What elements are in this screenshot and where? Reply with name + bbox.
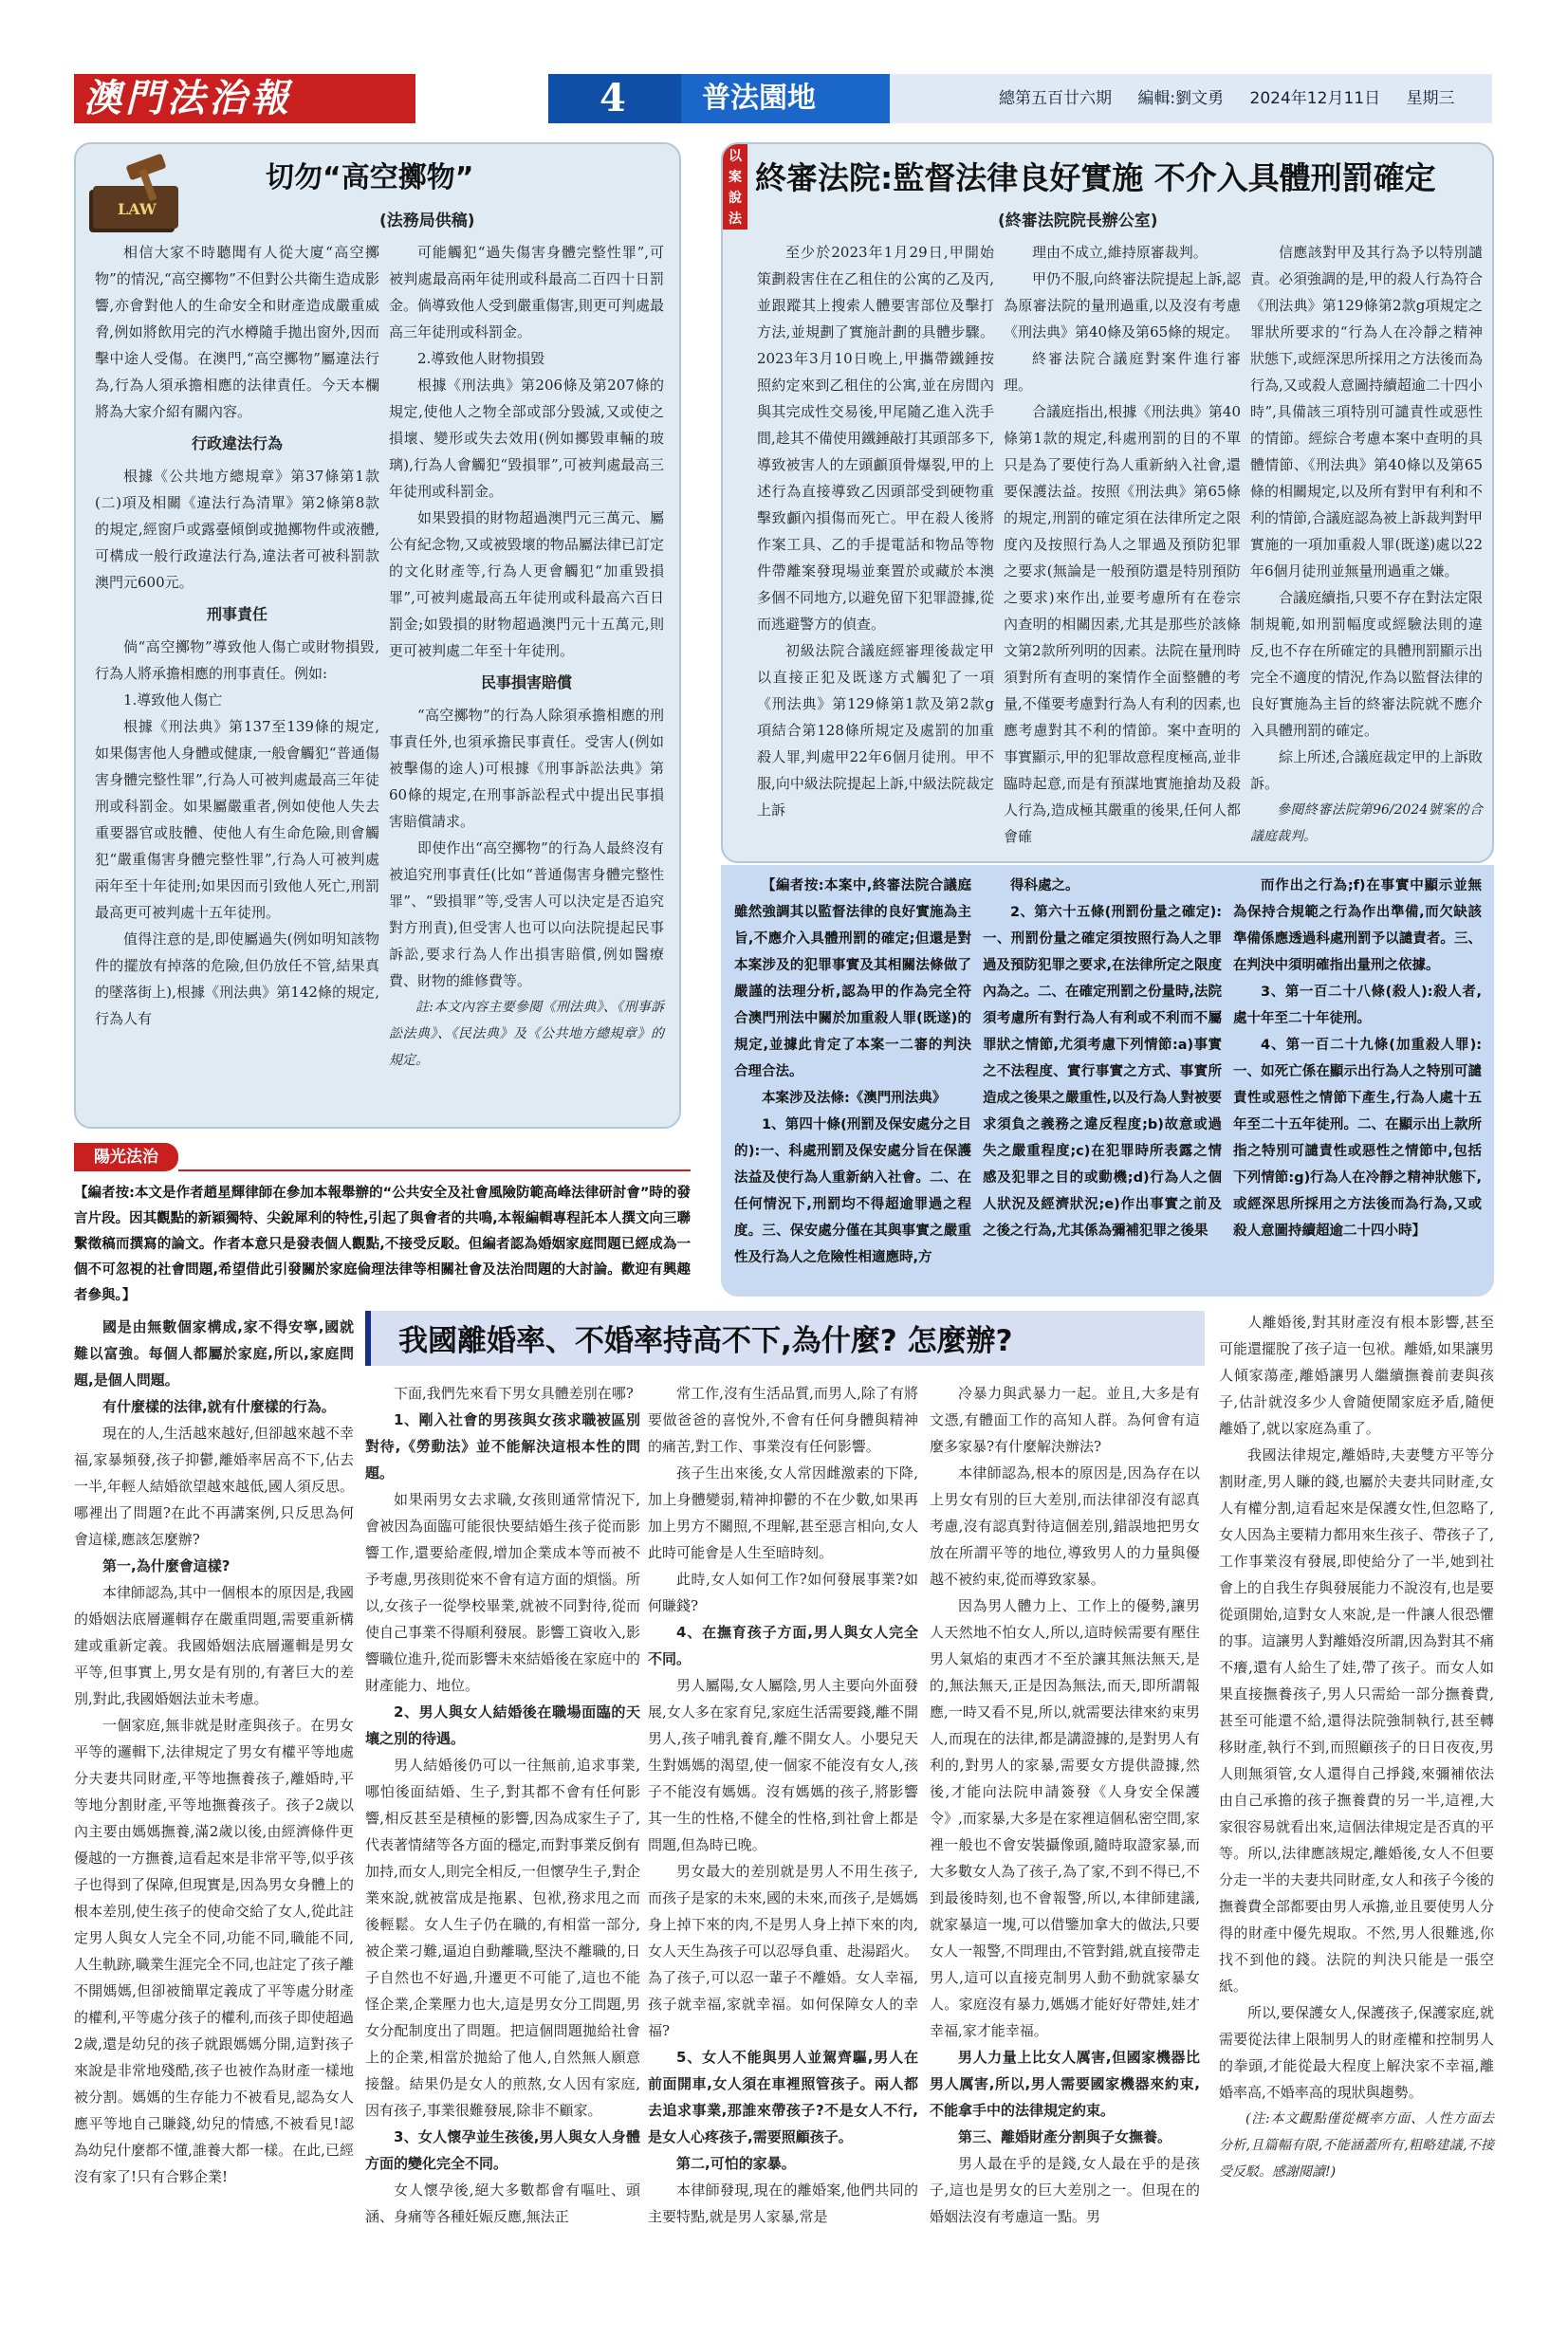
paragraph: 綜上所述,合議庭裁定甲的上訴敗訴。: [1250, 748, 1483, 792]
issue-weekday: 星期三: [1406, 89, 1455, 108]
paragraph: 1、第四十條(刑罰及保安處分之目的):一、科處刑罰及保安處分旨在保護法益及使行為人重新納入社會。二、在任何情況下,刑罰均不得超逾罪過之程度。三、保安處分僅在其與事實之嚴重性及行為人之危險性相適應時,方: [734, 1117, 971, 1265]
paragraph: 4、第一百二十九條(加重殺人罪):一、如死亡係在顯示出行為人之特別可譴責性或惡性之情節下產生,行為人處十五年至二十五年徒刑。二、在顯示出上款所指之特別可譴責性或惡性之情節中,包括下列情節:g)行為人在冷靜之精神狀態下,或經深思所採用之方法後而為行為,又或殺人意圖持續超逾二十四小時】: [1233, 1038, 1482, 1239]
article-column-4: [930, 1380, 1200, 2230]
section-heading: 第二,可怕的家暴。: [676, 2155, 796, 2172]
section-heading: 男人力量上比女人厲害,但國家機器比男人厲害,所以,男人需要國家機器來約束,不能拿手中的法律規定約束。: [930, 2049, 1200, 2119]
paragraph: 得科處之。: [1010, 878, 1079, 893]
paragraph: 下面,我們先來看下男女具體差別在哪?: [394, 1385, 634, 1402]
paragraph: 如果兩男女去求職,女孩則通常情況下,會被因為面臨可能很快要結婚生孩子從而影響工作,還要給產假,增加企業成本等而被不予考慮,男孩則從來不會有這方面的煩惱。所以,女孩子一從學校畢業,就被不同對待,從而使自己事業不得順利發展。影響工資收入,影響職位進升,從而影響未來結婚後在家庭中的財產能力、地位。: [365, 1491, 640, 1694]
article-column-3: [648, 1380, 918, 2230]
column-divider: [178, 1169, 691, 1171]
article-column-2: [1004, 239, 1241, 850]
paragraph: 根據《刑法典》第206條及第207條的規定,使他人之物全部或部分毀滅,又或使之損壞、變形或失去效用(例如擲毀車輛的玻璃),行為人會觸犯“毀損罪”,可被判處最高三年徒刑或科罰金。: [389, 377, 664, 500]
paragraph: 【編者按:本案中,終審法院合議庭雖然強調其以監督法律的良好實施為主旨,不應介入具體刑罰的確定;但還是對本案涉及的犯罪事實及其相關法條做了嚴謹的法理分析,認為甲的作為完全符合澳門刑法中關於加重殺人罪(既遂)的規定,並據此肯定了本案一二審的判決合理合法。: [734, 878, 971, 1079]
paragraph: “高空擲物”的行為人除須承擔相應的刑事責任外,也須承擔民事責任。受害人(例如被擊傷的途人)可根據《刑事訴訟法典》第60條的規定,在刑事訴訟程式中提出民事損害賠償請求。: [389, 707, 664, 830]
paragraph: 終審法院合議庭對案件進行審理。: [1004, 350, 1241, 394]
law-book-gavel-icon: [80, 152, 194, 247]
section-heading: 1、剛入社會的男孩與女孩求職被區別對待,《勞動法》並不能解決這根本性的問題。: [365, 1411, 640, 1482]
paragraph: 3、第一百二十八條(殺人):殺人者,處十年至二十年徒刑。: [1233, 985, 1482, 1026]
paragraph: 至少於2023年1月29日,甲開始策劃殺害住在乙租住的公寓的乙及丙,並跟蹤其上搜索人體要害部位及擊打方法,並規劃了實施計劃的具體步驟。2023年3月10日晚上,甲攜帶鐵錘按照約定來到乙租住的公寓,並在房間內與其完成性交易後,甲尾隨乙進入洗手間,趁其不備使用鐵錘敲打其頭部多下,導致被害人的左頭顱頂骨爆裂,甲的上述行為直接導致乙因頭部受到硬物重擊致顱內損傷而死亡。甲在殺人後將作案工具、乙的手提電話和物品等物件帶離案發現場並棄置於或藏於本澳多個不同地方,以避免留下犯罪證據,從而逃避警方的偵查。: [757, 244, 994, 633]
paragraph: 一個家庭,無非就是財產與孩子。在男女平等的邏輯下,法律規定了男女有權平等地處分夫妻共同財產,平等地撫養孩子,離婚時,平等地分割財產,平等地撫養孩子。孩子2歲以內主要由媽媽撫養,滿2歲以後,由經濟條件更優越的一方撫養,這看起來是非常平等,似乎孩子也得到了保障,但現實是,因為男女身體上的根本差別,使生孩子的使命交給了女人,從此註定男人與女人完全不同,功能不同,職能不同,人生軌跡,職業生涯完全不同,也註定了孩子離不開媽媽,但卻被簡單定義成了平等處分財產的權利,平等處分孩子的權利,而孩子即使超過2歲,還是幼兒的孩子就跟媽媽分開,這對孩子來說是非常地殘酷,孩子也被作為財產一樣地被分割。媽媽的生存能力不被看見,認為女人應平等地自己賺錢,幼兒的情感,不被看見!認為幼兒什麼都不懂,誰養大都一樣。在此,已經沒有家了!只有合夥企業!: [74, 1717, 354, 2185]
paragraph: 理由不成立,維持原審裁判。: [1032, 244, 1208, 261]
issue-number: 總第五百廿六期: [999, 89, 1112, 108]
article-column-2: [389, 239, 664, 1074]
editor-name: 編輯:劉文勇: [1137, 89, 1225, 108]
article-column-5: [1219, 1309, 1494, 2185]
case-law-tag: 以案說法: [723, 144, 747, 230]
section-heading: 2、男人與女人結婚後在職場面臨的天壤之別的待遇。: [365, 1703, 640, 1747]
article-source: (法務局供稿): [379, 212, 475, 230]
paragraph: 可能觸犯“過失傷害身體完整性罪”,可被判處最高兩年徒刑或科最高二百四十日罰金。倘導致他人受到嚴重傷害,則更可判處最高三年徒刑或科罰金。: [389, 244, 664, 341]
paragraph: 本律師認為,根本的原因是,因為存在以上男女有別的巨大差別,而法律卻沒有認真考慮,沒有認真對待這個差別,錯誤地把男女放在所謂平等的地位,導致男人的力量與優越不被約束,從而導致家暴。: [930, 1464, 1200, 1588]
article-high-altitude-throwing: [74, 142, 681, 1129]
paragraph: 本案涉及法條:《澳門刑法典》: [762, 1091, 947, 1106]
sub-heading: 1.導致他人傷亡: [123, 691, 223, 709]
paragraph: 合議庭續指,只要不存在對法定限制規範,如刑罰幅度或經驗法則的違反,也不存在所確定的具體刑罰顯示出完全不適度的情況,作為以監督法律的良好實施為主旨的終審法院就不應介入具體刑罰的確定。: [1250, 589, 1483, 739]
paragraph: 根據《刑法典》第137至139條的規定,如果傷害他人身體或健康,一般會觸犯“普通傷害身體完整性罪”,行為人可被判處最高三年徒刑或科罰金。如果屬嚴重者,例如使他人失去重要器官或肢體、使他人有生命危險,則會觸犯“嚴重傷害身體完整性罪”,行為人可被判處兩年至十年徒刑;如果因而引致他人死亡,刑罰最高更可被判處十五年徒刑。: [95, 718, 379, 921]
paragraph: 初級法院合議庭經審理後裁定甲以直接正犯及既遂方式觸犯了一項《刑法典》第129條第1款及第2款g項結合第128條所規定及處罰的加重殺人罪,判處甲22年6個月徒刑。甲不服,向中級法院提起上訴,中級法院裁定上訴: [757, 642, 994, 819]
article-column-2: [365, 1380, 640, 2230]
paragraph: 現在的人,生活越來越好,但卻越來越不幸福,家暴頻發,孩子抑鬱,離婚率居高不下,佔去一半,年輕人結婚欲望越來越低,國人須反思。哪裡出了問題?在此不再講案例,只反思為何會這樣,應該怎麼辦?: [74, 1425, 354, 1548]
article-column-1: [74, 1314, 354, 2190]
paragraph: 倘“高空擲物”導致他人傷亡或財物損毀,行為人將承擔相應的刑事責任。例如:: [95, 638, 379, 682]
section-heading: 5、女人不能與男人並駕齊驅,男人在前面開車,女人須在車裡照管孩子。兩人都去追求事業,那誰來帶孩子?不是女人不行,是女人心疼孩子,需要照顧孩子。: [648, 2049, 918, 2145]
masthead: [74, 74, 1492, 127]
case-reference: 參閱終審法院第96/2024號案的合議庭裁判。: [1250, 802, 1483, 844]
article-source: (終審法院院長辦公室): [998, 212, 1158, 230]
paragraph: 常工作,沒有生活品質,而男人,除了有將要做爸爸的喜悅外,不會有任何身體與精神的痛苦,對工作、事業沒有任何影響。: [648, 1385, 918, 1455]
lead-paragraph: 國是由無數個家構成,家不得安寧,國就難以富強。每個人都屬於家庭,所以,家庭問題,是個人問題。: [74, 1318, 354, 1389]
section-heading: 第三、離婚財產分割與子女撫養。: [958, 2128, 1172, 2145]
editor-note-box: [721, 865, 1494, 1297]
section-heading: 第一,為什麼會這樣?: [102, 1557, 231, 1574]
article-column-3: [1250, 239, 1483, 850]
column-label: 陽光法治: [74, 1143, 178, 1171]
paragraph: 所以,要保護女人,保護孩子,保護家庭,就需要從法律上限制男人的財產權和控制男人的拳頭,才能從最大程度上解決家不幸福,離婚率高,不婚率高的現狀與趨勢。: [1219, 2004, 1494, 2101]
paragraph: 相信大家不時聽聞有人從大廈“高空擲物”的情況,“高空擲物”不但對公共衛生造成影響,亦會對他人的生命安全和財產造成嚴重威脅,例如將飲用完的汽水樽隨手拋出窗外,因而擊中途人受傷。在澳門,“高空擲物”屬違法行為,行為人須承擔相應的法律責任。今天本欄將為大家介紹有關內容。: [95, 244, 379, 420]
section-heading: 3、女人懷孕並生孩後,男人與女人身體方面的變化完全不同。: [365, 2128, 640, 2172]
editor-note-column-2: [983, 873, 1222, 1244]
article-column-1: [95, 239, 379, 1032]
paragraph: 值得注意的是,即使屬過失(例如明知該物件的擺放有掉落的危險,但仍放任不管,結果真的墜落街上),根據《刑法典》第142條的規定,行為人有: [95, 930, 379, 1027]
paragraph: 男人屬陽,女人屬陰,男人主要向外面發展,女人多在家育兒,家庭生活需要錢,離不開男人,孩子哺乳養育,離不開女人。小嬰兒天生對媽媽的渴望,使一個家不能沒有女人,孩子不能沒有媽媽。沒有媽媽的孩子,將影響其一生的性格,不健全的性格,到社會上都是問題,但為時已晚。: [648, 1677, 918, 1853]
paragraph: 如果毀損的財物超過澳門元三萬元、屬公有紀念物,又或被毀壞的物品屬法律已訂定的文化財產等,行為人更會觸犯“加重毀損罪”,可被判處最高五年徒刑或科最高六百日罰金;如毀損的財物超過澳門元十五萬元,則更可被判處二年至十年徒刑。: [389, 509, 664, 659]
paragraph: 根據《公共地方總規章》第37條第1款(二)項及相關《違法行為清單》第2條第8款的規定,經窗戶或露臺傾倒或拋擲物件或液體,可構成一般行政違法行為,違法者可被科罰款澳門元600元。: [95, 468, 379, 591]
paragraph: 即使作出“高空擲物”的行為人最終沒有被追究刑事責任(比如“普通傷害身體完整性罪”、“毀損罪”等,受害人可以決定是否追究對方刑責),但受害人也可以向法院提起民事訴訟,要求行為人作出損害賠償,例如醫療費、財物的維修費等。: [389, 839, 664, 989]
paragraph: 而作出之行為;f)在事實中顯示並無為保持合規範之行為作出準備,而欠缺該準備係應透過科處刑罰予以譴責者。三、在判決中須明確指出量刑之依據。: [1233, 878, 1482, 973]
yangguang-editor-note: 【編者按:本文是作者趙星輝律師在參加本報舉辦的“公共安全及社會風險防範高峰法律研討會”時的發言片段。因其觀點的新穎獨特、尖銳犀利的特性,引起了與會者的共鳴,本報編輯專程託本人撰文向三聯繫徵稿而撰寫的論文。作者本意只是發表個人觀點,不接受反駁。但編者認為婚姻家庭問題已經成為一個不可忽視的社會問題,希望借此引發關於家庭倫理法律等相關社會及法治問題的大討論。歡迎有興趣者參與。】: [74, 1186, 691, 1303]
article-note: 註:本文內容主要參閱《刑法典》、《刑事訴訟法典》、《民法典》及《公共地方總規章》的規定。: [389, 1000, 664, 1068]
paragraph: 本律師發現,現在的離婚案,他們共同的主要特點,就是男人家暴,常是: [648, 2182, 918, 2225]
paragraph: 我國法律規定,離婚時,夫妻雙方平等分割財產,男人賺的錢,也屬於夫妻共同財產,女人有權分割,這看起來是保護女性,但忽略了,女人因為主要精力都用來生孩子、帶孩子了,工作事業沒有發展,即使給分了一半,她到社會上的自我生存與發展能力不說沒有,也是要從頭開始,這對女人來說,是一件讓人很恐懼的事。這讓男人對離婚沒所謂,因為對其不痛不癢,還有人給生了娃,帶了孩子。而女人如果直接撫養孩子,男人只需給一部分撫養費,甚至可能還不給,還得法院強制執行,甚至轉移財產,執行不到,而照顧孩子的日日夜夜,男人則無須管,女人還得自己掙錢,來彌補依法由自己承擔的孩子撫養費的另一半,這裡,大家很容易就看出來,這個法律規定是否真的平等。所以,法律應該規定,離婚後,女人不但要分走一半的夫妻共同財產,女人和孩子今後的撫養費全部都要由男人承擔,並且要使男人分得的財產中優先規取。不然,男人很難逃,你找不到他的錢。法院的判決只能是一張空紙。: [1219, 1446, 1494, 1995]
paragraph: 信應該對甲及其行為予以特別譴責。必須強調的是,甲的殺人行為符合《刑法典》第129條第2款g項規定之罪狀所要求的“行為人在冷靜之精神狀態下,或經深思所採用之方法後而為行為,又或殺人意圖持續超逾二十四小時”,具備該三項特別可譴責性或惡性的情節。經綜合考慮本案中查明的具體情節、《刑法典》第40條以及第65條的相關規定,以及所有對甲有利和不利的情節,合議庭認為被上訴裁判對甲實施的一項加重殺人罪(既遂)處以22年6個月徒刑並無量刑過重之嫌。: [1250, 244, 1483, 580]
paragraph: 因為男人體力上、工作上的優勢,讓男人天然地不怕女人,所以,這時候需要有壓住男人氣焰的東西才不至於讓其無法無天,是的,無法無天,正是因為無法,而天,即所謂報應,一時又看不見,所以,就需要法律來約束男人,而現在的法律,都是講證據的,是對男人有利的,對男人的家暴,需要女方提供證據,然後,才能向法院申請簽發《人身安全保護令》,而家暴,大多是在家裡這個私密空間,家裡一般也不會安裝攝像頭,隨時取證家暴,而大多數女人為了孩子,為了家,不到不得已,不到最後時刻,也不會報警,所以,本律師建議,就家暴這一塊,可以借鑒加拿大的做法,只要女人一報警,不問理由,不管對錯,就直接帶走男人,這可以直接克制男人動不動就家暴女人。家庭沒有暴力,媽媽才能好好帶娃,娃才幸福,家才能幸福。: [930, 1597, 1200, 2039]
paragraph: 男女最大的差別就是男人不用生孩子,而孩子是家的未來,國的未來,而孩子,是媽媽身上掉下來的肉,不是男人身上掉下來的肉,女人天生為孩子可以忍辱負重、赴湯蹈火。為了孩子,可以忍一輩子不離婚。女人幸福,孩子就幸福,家就幸福。如何保障女人的幸福?: [648, 1863, 919, 2039]
article-note: (注:本文觀點僅從概率方面、人性方面去分析,且篇幅有限,不能涵蓋所有,粗略建議,不接受反駁。感謝閱讀!): [1219, 2111, 1494, 2180]
paragraph: 冷暴力與武暴力一起。並且,大多是有文憑,有體面工作的高知人群。為何會有這麼多家暴?有什麼解決辦法?: [930, 1385, 1200, 1455]
issue-info: [890, 74, 1492, 123]
article-court-of-final-appeal: [721, 142, 1494, 863]
paragraph: 男人最在乎的是錢,女人最在乎的是孩子,這也是男女的巨大差別之一。但現在的婚姻法沒有考慮這一點。男: [930, 2155, 1200, 2225]
paragraph: 女人懷孕後,絕大多數都會有嘔吐、頭涵、身痛等各種妊娠反應,無法正: [365, 2182, 640, 2225]
paragraph: 合議庭指出,根據《刑法典》第40條第1款的規定,科處刑罰的目的不單只是為了要使行為人重新納入社會,還要保護法益。按照《刑法典》第65條的規定,刑罰的確定須在法律所定之限度內及按照行為人之罪過及預防犯罪之要求(無論是一般預防還是特別預防之要求)來作出,並要考慮所有在卷宗內查明的相關因素,尤其是那些於該條文第2款所列明的因素。法院在量刑時須對所有查明的案情作全面整體的考量,不僅要考慮對行為人有利的因素,也應考慮對其不利的情節。案中查明的事實顯示,甲的犯罪故意程度極高,並非臨時起意,而是有預謀地實施搶劫及殺人行為,造成極其嚴重的後果,任何人都會確: [1004, 403, 1241, 845]
article-column-1: [757, 239, 994, 823]
paragraph: 孩子生出來後,女人常因雌激素的下降,加上身體變弱,精神抑鬱的不在少數,如果再加上男方不關照,不理解,甚至惡言相向,女人此時可能會是人生至暗時刻。: [648, 1464, 918, 1561]
article-title: 切勿“高空擲物”: [266, 161, 474, 194]
paragraph: 男人結婚後仍可以一往無前,追求事業,哪怕後面結婚、生子,對其都不會有任何影響,相反甚至是積極的影響,因為成家生子了,代表著情緒等各方面的穩定,而對事業反倒有加持,而女人,則完全相反,一但懷孕生子,對企業來說,就被當成是拖累、包袱,務求甩之而後輕鬆。女人生子仍在職的,有相當一部分,被企業刁難,逼迫自動離職,堅決不離職的,日子自然也不好過,升遷更不可能了,這也不能怪企業,企業壓力也大,這是男女分工問題,男女分配制度出了問題。把這個問題拋給社會上的企業,相當於拋給了他人,自然無人願意接盤。結果仍是女人的煎熬,女人因有家庭,因有孩子,事業很難發展,除非不顧家。: [365, 1757, 640, 2119]
article-title: 終審法院:監督法律良好實施 不介入具體刑罰確定: [755, 159, 1436, 196]
editor-note-column-3: [1233, 873, 1482, 1244]
page-number: 4: [548, 74, 681, 123]
paragraph: 此時,女人如何工作?如何發展事業?如何賺錢?: [648, 1571, 918, 1614]
section-heading: 行政違法行為: [191, 434, 283, 452]
section-heading: 民事損害賠償: [480, 673, 572, 691]
newspaper-logo: 澳門法治報: [74, 74, 415, 123]
paragraph: 2、第六十五條(刑罰份量之確定):一、刑罰份量之確定須按照行為人之罪過及預防犯罪之要求,在法律所定之限度內為之。二、在確定刑罰之份量時,法院須考慮所有對行為人有利或不利而不屬罪狀之情節,尤須考慮下列情節:a)事實之不法程度、實行事實之方式、事實所造成之後果之嚴重性,以及行為人對被要求須負之義務之違反程度;b)故意或過失之嚴重程度;c)在犯罪時所表露之情感及犯罪之目的或動機;d)行為人之個人狀況及經濟狀況;e)作出事實之前及之後之行為,尤其係為彌補犯罪之後果: [983, 905, 1223, 1239]
section-heading: 4、在撫育孩子方面,男人與女人完全不同。: [648, 1624, 918, 1667]
sub-heading: 2.導致他人財物損毀: [417, 350, 545, 367]
paragraph: 本律師認為,其中一個根本的原因是,我國的婚姻法底層邏輯存在嚴重問題,需要重新構建或重新定義。我國婚姻法底層邏輯是男女平等,但事實上,男女是有別的,有著巨大的差別,對此,我國婚姻法並未考慮。: [74, 1584, 354, 1707]
section-name: 普法園地: [681, 74, 890, 123]
paragraph: 人離婚後,對其財產沒有根本影響,甚至可能還擺脫了孩子這一包袱。離婚,如果讓男人傾家蕩產,離婚讓男人繼續撫養前妻與孩子,估計就沒多少人會隨便鬧家庭矛盾,隨便離婚了,就以家庭為重了。: [1219, 1314, 1494, 1437]
law-book-label: LAW: [118, 200, 157, 218]
lead-paragraph: 有什麼樣的法律,就有什麼樣的行為。: [102, 1398, 336, 1415]
section-heading: 刑事責任: [206, 605, 267, 623]
issue-date: 2024年12月11日: [1249, 89, 1381, 108]
editor-note-column-1: [734, 873, 971, 1271]
paragraph: 甲仍不服,向終審法院提起上訴,認為原審法院的量刑過重,以及沒有考慮《刑法典》第40條及第65條的規定。: [1004, 270, 1241, 341]
article-title: 我國離婚率、不婚率持高不下,為什麼? 怎麼辦?: [398, 1324, 1013, 1358]
